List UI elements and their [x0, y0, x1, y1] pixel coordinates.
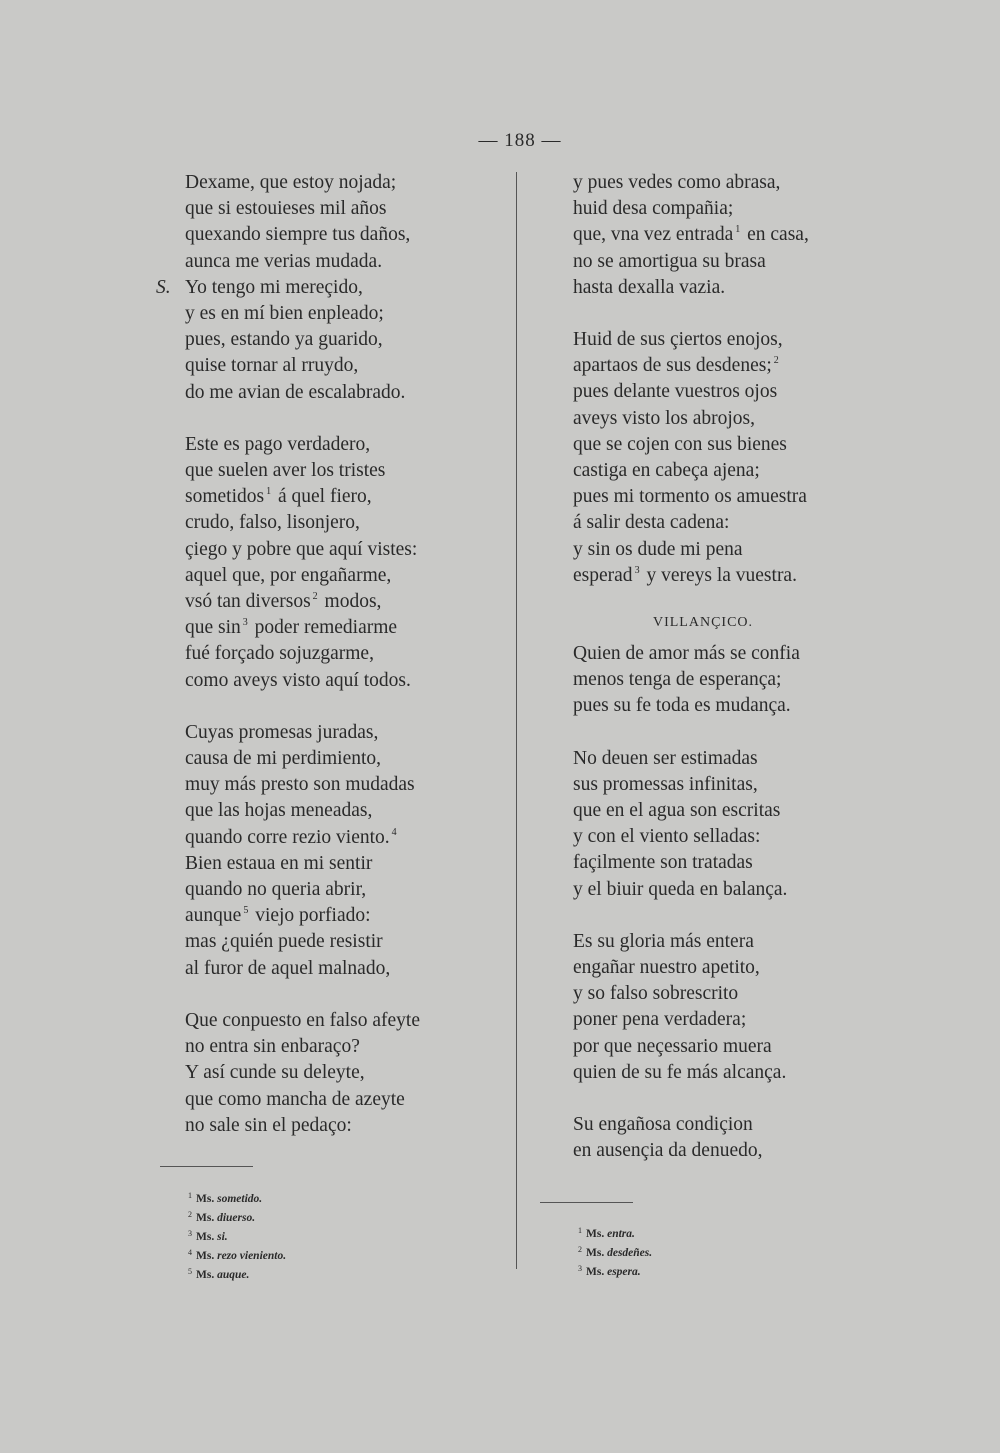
verse-text: façilmente son tratadas — [573, 852, 753, 874]
footnote-ms: Ms. — [196, 1231, 215, 1243]
verse-text: do me avian de escalabrado. — [185, 381, 406, 403]
footnote-rule-left — [160, 1166, 253, 1167]
verse-line — [185, 668, 515, 694]
verse-line — [573, 537, 903, 563]
verse-line — [573, 170, 903, 196]
verse-text: Quien de amor más se confia — [573, 643, 800, 665]
verse-text: que las hojas meneadas, — [185, 800, 373, 822]
footnote — [188, 1188, 286, 1207]
footnote-number: 2 — [578, 1245, 582, 1254]
verse-text: y pues vedes como abrasa, — [573, 172, 781, 193]
verse-text: no se amortigua su brasa — [573, 250, 766, 272]
footnote-ms: Ms. — [586, 1228, 605, 1240]
verse-text: como aveys visto aquí todos. — [185, 669, 411, 691]
verse-text-after: en casa, — [742, 224, 809, 246]
verse-text: quando no queria abrir, — [185, 879, 367, 901]
verse-line — [573, 1060, 903, 1086]
footnote-reading: entra. — [607, 1228, 635, 1240]
verse-line — [185, 851, 515, 877]
footnote — [188, 1207, 286, 1226]
verse-line — [573, 406, 903, 432]
speaker-label: S. — [156, 276, 171, 298]
verse-text: Que conpuesto en falso afeyte — [185, 1009, 420, 1031]
verse-text: y so falso sobrescrito — [573, 983, 739, 1005]
verse-text: quise tornar al rruydo, — [185, 355, 359, 377]
verse-text: hasta dexalla vazia. — [573, 276, 726, 298]
verse-line — [573, 877, 903, 903]
verse-line — [185, 301, 515, 327]
verse-line — [156, 275, 515, 301]
verse-text: pues su fe toda es mudança. — [573, 695, 791, 717]
verse-line — [185, 353, 515, 379]
verse-line — [185, 929, 515, 955]
footnote-ms: Ms. — [196, 1212, 215, 1224]
verse-text: menos tenga de esperança; — [573, 669, 782, 691]
footnote-marker: 3 — [242, 617, 248, 629]
verse-line — [185, 877, 515, 903]
footnote-reading: auque. — [217, 1269, 250, 1281]
verse-line — [185, 222, 515, 248]
footnote — [188, 1226, 286, 1245]
verse-text: quando corre rezio viento. — [185, 826, 390, 848]
verse-text: Yo tengo mi mereçido, — [185, 276, 363, 298]
verse-text: quexando siempre tus daños, — [185, 224, 411, 246]
verse-text: no entra sin enbaraço? — [185, 1036, 360, 1058]
verse-line — [185, 484, 515, 510]
verse-line — [185, 772, 515, 798]
footnote-reading: diuerso. — [217, 1212, 256, 1224]
stanza — [573, 929, 903, 1086]
verse-line — [185, 615, 515, 641]
footnote-marker: 5 — [243, 905, 249, 917]
verse-text: que como mancha de azeyte — [185, 1088, 405, 1110]
verse-line — [573, 1138, 903, 1164]
verse-line — [573, 981, 903, 1007]
stanza — [156, 170, 515, 406]
verse-text: mas ¿quién puede resistir — [185, 931, 383, 953]
footnote-reading: si. — [217, 1231, 228, 1243]
verse-text: Su engañosa condiçion — [573, 1114, 753, 1136]
verse-text: causa de mi perdimiento, — [185, 748, 382, 770]
verse-line — [573, 353, 903, 379]
verse-text: que, vna vez entrada — [573, 224, 734, 246]
verse-text: que si estouieses mil años — [185, 198, 387, 220]
verse-text: Y así cunde su deleyte, — [185, 1062, 365, 1084]
verse-line — [573, 929, 903, 955]
column-divider — [516, 172, 517, 1269]
footnote-reading: sometido. — [217, 1193, 263, 1205]
verse-text-after: viejo porfiado: — [250, 905, 371, 927]
verse-text: pues delante vuestros ojos — [573, 381, 778, 403]
verse-text: que se cojen con sus bienes — [573, 433, 787, 455]
verse-line — [573, 850, 903, 876]
verse-line — [185, 563, 515, 589]
verse-text: pues mi tormento os amuestra — [573, 486, 807, 508]
verse-text: quien de su fe más alcança. — [573, 1061, 787, 1083]
verse-line — [185, 589, 515, 615]
footnote-number: 3 — [578, 1264, 582, 1273]
stanza — [185, 432, 515, 694]
verse-line — [185, 1008, 515, 1034]
verse-line — [573, 222, 903, 248]
verse-text: Bien estaua en mi sentir — [185, 852, 373, 874]
verse-text: y con el viento selladas: — [573, 826, 761, 848]
footnote-ms: Ms. — [196, 1193, 215, 1205]
stanza — [573, 641, 903, 720]
verse-line — [573, 746, 903, 772]
verse-text: apartaos de sus desdenes; — [573, 355, 772, 377]
stanza — [185, 720, 515, 982]
footnote-ms: Ms. — [586, 1266, 605, 1278]
footnote-marker: 2 — [312, 591, 318, 603]
verse-text: engañar nuestro apetito, — [573, 957, 760, 979]
verse-line — [185, 196, 515, 222]
footnote-reading: rezo vieniento. — [217, 1250, 287, 1262]
verse-text: y el biuir queda en balança. — [573, 878, 788, 900]
footnote-number: 3 — [188, 1229, 192, 1238]
verse-line — [573, 641, 903, 667]
footnote-marker: 3 — [634, 564, 640, 576]
footnote-number: 5 — [188, 1267, 192, 1276]
footnote — [578, 1223, 652, 1242]
stanza — [573, 1112, 903, 1164]
verse-line — [185, 798, 515, 824]
verse-line — [185, 458, 515, 484]
page-number: — 188 — — [478, 130, 562, 151]
verse-line — [573, 1034, 903, 1060]
stanza — [573, 746, 903, 903]
verse-text: Dexame, que estoy nojada; — [185, 172, 397, 193]
verse-text: al furor de aquel malnado, — [185, 957, 391, 979]
verse-line — [185, 327, 515, 353]
verse-text-after: y vereys la vuestra. — [641, 564, 797, 586]
verse-line — [573, 563, 903, 589]
footnote-rule-right — [540, 1202, 633, 1203]
verse-line — [573, 824, 903, 850]
verse-line — [573, 955, 903, 981]
footnote-marker: 2 — [773, 355, 779, 367]
footnote-ms: Ms. — [196, 1250, 215, 1262]
verse-text: fué forçado sojuzgarme, — [185, 643, 374, 665]
verse-text: y sin os dude mi pena — [573, 538, 743, 560]
verse-text: aquel que, por engañarme, — [185, 564, 392, 586]
verse-line — [573, 1112, 903, 1138]
verse-text: Este es pago verdadero, — [185, 433, 371, 455]
verse-text: aunca me verias mudada. — [185, 250, 383, 272]
verse-line — [573, 275, 903, 301]
verse-line — [185, 537, 515, 563]
verse-text: que suelen aver los tristes — [185, 460, 386, 482]
verse-text: Es su gloria más entera — [573, 930, 754, 952]
verse-text: á salir desta cadena: — [573, 512, 730, 534]
verse-line — [573, 1007, 903, 1033]
stanza — [573, 170, 903, 301]
verse-line — [573, 798, 903, 824]
verse-line — [185, 380, 515, 406]
footnote-marker: 1 — [735, 224, 741, 236]
verse-text: crudo, falso, lisonjero, — [185, 512, 360, 534]
verse-line — [185, 510, 515, 536]
footnotes-right — [578, 1223, 652, 1280]
footnote-reading: espera. — [607, 1266, 641, 1278]
verse-text-after: modos, — [319, 591, 382, 613]
verse-line — [185, 641, 515, 667]
verse-line — [185, 249, 515, 275]
footnote-marker: 1 — [266, 486, 272, 498]
verse-text: que en el agua son escritas — [573, 800, 781, 822]
verse-text: en ausençia da denuedo, — [573, 1140, 763, 1162]
verse-text: por que neçessario muera — [573, 1035, 772, 1057]
footnote-number: 4 — [188, 1248, 192, 1257]
verse-text: Cuyas promesas juradas, — [185, 721, 379, 743]
footnote-ms: Ms. — [196, 1269, 215, 1281]
verse-line — [185, 432, 515, 458]
section-heading: VILLANÇICO. — [652, 615, 754, 631]
verse-text: sometidos — [185, 486, 265, 508]
verse-line — [573, 379, 903, 405]
verse-line — [573, 196, 903, 222]
verse-text-after: poder remediarme — [249, 617, 398, 639]
verse-text: huid desa compañia; — [573, 198, 734, 220]
footnote-number: 1 — [188, 1191, 192, 1200]
verse-line — [185, 1034, 515, 1060]
verse-text: muy más presto son mudadas — [185, 774, 415, 796]
footnote-number: 1 — [578, 1226, 582, 1235]
footnote — [188, 1264, 286, 1283]
verse-line — [185, 746, 515, 772]
verse-line — [185, 825, 515, 851]
right-column — [573, 170, 903, 1191]
verse-text: esperad — [573, 564, 633, 586]
verse-text: aveys visto los abrojos, — [573, 407, 755, 429]
verse-text: No deuen ser estimadas — [573, 747, 758, 769]
verse-text: sus promessas infinitas, — [573, 773, 758, 795]
footnote-ms: Ms. — [586, 1247, 605, 1259]
stanza — [573, 327, 903, 589]
verse-line — [185, 1113, 515, 1139]
verse-line — [573, 432, 903, 458]
verse-line — [185, 956, 515, 982]
footnote — [578, 1261, 652, 1280]
verse-text: Huid de sus çiertos enojos, — [573, 329, 783, 351]
verse-line — [573, 667, 903, 693]
verse-text: çiego y pobre que aquí vistes: — [185, 538, 418, 560]
verse-text-after: á quel fiero, — [273, 486, 372, 508]
verse-line — [573, 458, 903, 484]
verse-line — [573, 327, 903, 353]
verse-line — [185, 903, 515, 929]
verse-line — [573, 249, 903, 275]
verse-line — [573, 510, 903, 536]
footnote — [188, 1245, 286, 1264]
left-column — [156, 170, 515, 1165]
footnote-marker: 4 — [391, 826, 397, 838]
verse-line — [185, 720, 515, 746]
footnotes-left — [188, 1188, 286, 1283]
stanza — [185, 1008, 515, 1139]
verse-text: vsó tan diversos — [185, 591, 311, 613]
verse-line — [573, 484, 903, 510]
verse-text: castiga en cabeça ajena; — [573, 460, 760, 482]
footnote — [578, 1242, 652, 1261]
verse-text: pues, estando ya guarido, — [185, 329, 383, 351]
verse-text: y es en mí bien enpleado; — [185, 303, 384, 325]
verse-text: poner pena verdadera; — [573, 1009, 747, 1031]
verse-line — [573, 772, 903, 798]
verse-text: aunque — [185, 905, 242, 927]
verse-line — [573, 693, 903, 719]
verse-line — [185, 1060, 515, 1086]
verse-text: que sin — [185, 617, 241, 639]
verse-line — [185, 1087, 515, 1113]
footnote-number: 2 — [188, 1210, 192, 1219]
verse-line — [185, 170, 515, 196]
footnote-reading: desdeñes. — [607, 1247, 653, 1259]
verse-text: no sale sin el pedaço: — [185, 1114, 352, 1136]
